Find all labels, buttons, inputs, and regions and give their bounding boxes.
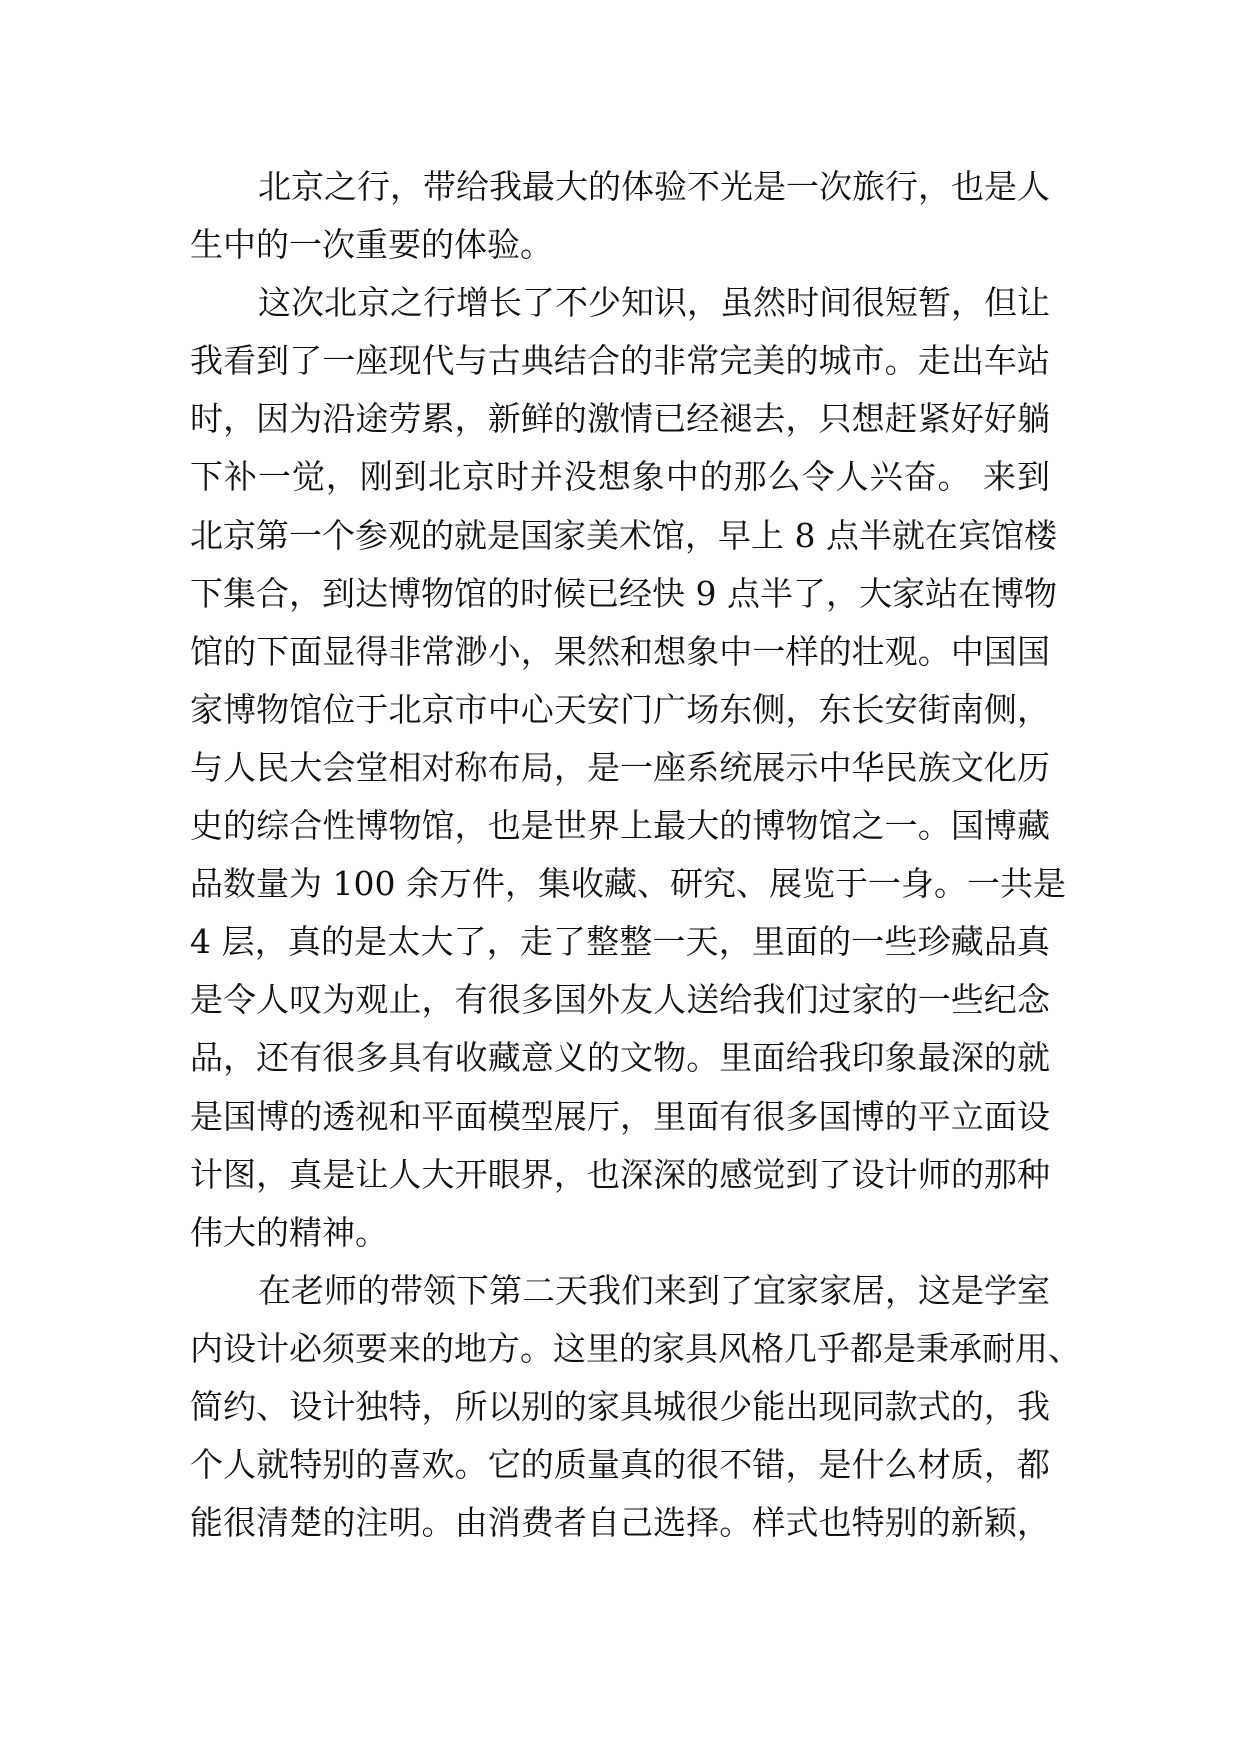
text-line: 品，还有很多具有收藏意义的文物。里面给我印象最深的就: [190, 1038, 1050, 1078]
paragraph-2: [190, 274, 1066, 1262]
text-line: 北京第一个参观的就是国家美术馆，早上 8 点半就在宾馆楼: [190, 515, 1057, 555]
text-line: 品数量为 100 余万件，集收藏、研究、展览于一身。一共是: [190, 864, 1066, 904]
text-line: 时，因为沿途劳累，新鲜的激情已经褪去，只想赶紧好好躺: [190, 399, 1050, 439]
text-line: 与人民大会堂相对称布局，是一座系统展示中华民族文化历: [190, 747, 1050, 787]
text-line: 史的综合性博物馆，也是世界上最大的博物馆之一。国博藏: [190, 806, 1050, 846]
text-line: 计图，真是让人大开眼界，也深深的感觉到了设计师的那种: [190, 1154, 1050, 1194]
text-line: 在老师的带领下第二天我们来到了宜家家居，这是学室: [258, 1270, 1050, 1310]
text-line: 下集合，到达博物馆的时候已经快 9 点半了，大家站在博物: [190, 573, 1057, 613]
text-line: 内设计必须要来的地方。这里的家具风格几乎都是秉承耐用、: [190, 1328, 1081, 1368]
text-line: 这次北京之行增长了不少知识，虽然时间很短暂，但让: [258, 283, 1050, 323]
text-line: 是令人叹为观止，有很多国外友人送给我们过家的一些纪念: [190, 980, 1050, 1020]
text-line: 4 层，真的是太大了，走了整整一天，里面的一些珍藏品真: [190, 922, 1050, 962]
text-line: 生中的一次重要的体验。: [190, 225, 553, 265]
text-line: 简约、设计独特，所以别的家具城很少能出现同款式的，我: [190, 1386, 1050, 1426]
text-line: 下补一觉，刚到北京时并没想象中的那么令人兴奋。 来到: [190, 457, 1050, 497]
text-line: 能很清楚的注明。由消费者自己选择。样式也特别的新颖，: [190, 1503, 1050, 1543]
paragraph-1: [190, 158, 1050, 274]
body-text: [190, 158, 1081, 1552]
text-line: 北京之行，带给我最大的体验不光是一次旅行，也是人: [258, 167, 1050, 206]
text-line: 是国博的透视和平面模型展厅，里面有很多国博的平立面设: [190, 1096, 1050, 1136]
text-line: 个人就特别的喜欢。它的质量真的很不错，是什么材质，都: [190, 1445, 1050, 1485]
text-line: 家博物馆位于北京市中心天安门广场东侧，东长安街南侧，: [190, 689, 1050, 729]
text-line: 馆的下面显得非常渺小，果然和想象中一样的壮观。中国国: [190, 631, 1050, 671]
text-line: 我看到了一座现代与古典结合的非常完美的城市。走出车站: [190, 341, 1050, 381]
text-line: 伟大的精神。: [190, 1212, 388, 1252]
paragraph-3: [190, 1262, 1081, 1552]
